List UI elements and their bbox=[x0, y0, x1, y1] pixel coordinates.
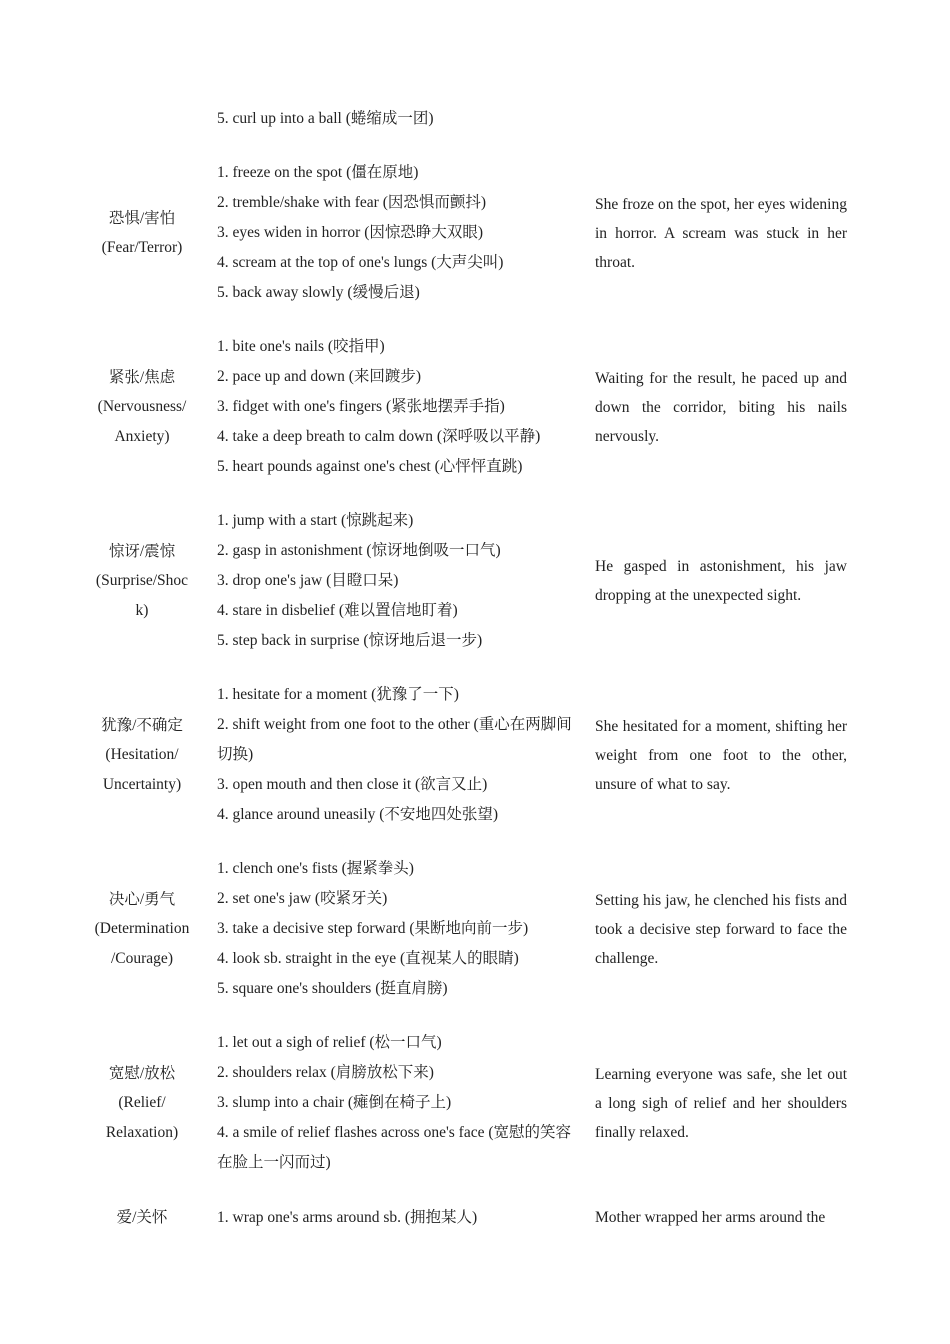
example-sentence: She froze on the spot, her eyes widening in horror. A scream was stuck in her throat. bbox=[595, 195, 847, 271]
phrase-item: 2. set one's jaw (咬紧牙关) bbox=[217, 890, 388, 907]
phrase-list bbox=[217, 104, 577, 134]
emotion-english: (Relief/ bbox=[118, 1094, 166, 1112]
phrase-item: 4. glance around uneasily (不安地四处张望) bbox=[217, 806, 499, 823]
example-sentence: Waiting for the result, he paced up and down the corridor, biting his nails nervously. bbox=[595, 369, 847, 445]
phrase-item: 5. curl up into a ball (蜷缩成一团) bbox=[217, 110, 434, 127]
emotion-cell bbox=[86, 506, 198, 656]
phrase-list bbox=[217, 158, 577, 308]
emotion-chinese: 犹豫/不确定 bbox=[101, 716, 183, 734]
emotion-chinese: 爱/关怀 bbox=[116, 1209, 168, 1227]
phrase-item: 2. shoulders relax (肩膀放松下来) bbox=[217, 1064, 434, 1081]
phrase-item: 1. bite one's nails (咬指甲) bbox=[217, 338, 385, 355]
emotion-english: (Hesitation/ bbox=[105, 746, 179, 764]
phrase-item: 4. scream at the top of one's lungs (大声尖叫) bbox=[217, 254, 504, 271]
phrase-item: 3. eyes widen in horror (因惊恐睁大双眼) bbox=[217, 224, 484, 241]
emotion-cell bbox=[86, 1203, 198, 1233]
phrase-item: 3. slump into a chair (瘫倒在椅子上) bbox=[217, 1094, 452, 1111]
emotion-cell bbox=[86, 158, 198, 308]
emotion-english: (Surprise/Shoc bbox=[95, 572, 189, 590]
phrase-item: 4. stare in disbelief (难以置信地盯着) bbox=[217, 602, 458, 619]
emotion-english: Uncertainty) bbox=[102, 775, 182, 793]
phrase-item: 4. look sb. straight in the eye (直视某人的眼睛) bbox=[217, 950, 519, 967]
phrase-item: 2. tremble/shake with fear (因恐惧而颤抖) bbox=[217, 194, 487, 211]
phrase-item: 1. let out a sigh of relief (松一口气) bbox=[217, 1034, 442, 1051]
phrase-item: 1. jump with a start (惊跳起来) bbox=[217, 512, 414, 529]
example-sentence: Learning everyone was safe, she let out a long sigh of relief and her shoulders finally relaxed. bbox=[595, 1065, 847, 1141]
phrase-item: 2. gasp in astonishment (惊讶地倒吸一口气) bbox=[217, 542, 501, 559]
phrase-item: 5. back away slowly (缓慢后退) bbox=[217, 284, 420, 301]
phrase-item: 3. drop one's jaw (目瞪口呆) bbox=[217, 572, 399, 589]
emotion-chinese: 恐惧/害怕 bbox=[108, 209, 176, 227]
emotion-english: Anxiety) bbox=[114, 427, 170, 445]
emotion-english: k) bbox=[135, 601, 149, 619]
emotion-chinese: 宽慰/放松 bbox=[108, 1064, 176, 1082]
example-sentence: Setting his jaw, he clenched his fists and took a decisive step forward to face the challenge. bbox=[595, 891, 847, 967]
emotion-english: /Courage) bbox=[111, 949, 173, 967]
emotion-cell bbox=[86, 1028, 198, 1178]
emotion-cell bbox=[86, 854, 198, 1004]
phrase-list bbox=[217, 680, 577, 830]
emotion-chinese: 紧张/焦虑 bbox=[108, 368, 176, 386]
phrase-list bbox=[217, 1203, 577, 1233]
emotion-cell bbox=[86, 680, 198, 830]
phrase-item: 5. square one's shoulders (挺直肩膀) bbox=[217, 980, 448, 997]
phrase-item: 3. take a decisive step forward (果断地向前一步) bbox=[217, 920, 529, 937]
phrase-list bbox=[217, 854, 577, 1004]
phrase-item: 1. clench one's fists (握紧拳头) bbox=[217, 860, 414, 877]
example-sentence: She hesitated for a moment, shifting her weight from one foot to the other, unsure of what to say. bbox=[595, 717, 847, 793]
phrase-item: 3. open mouth and then close it (欲言又止) bbox=[217, 776, 488, 793]
phrase-list bbox=[217, 1028, 577, 1178]
phrase-item: 4. a smile of relief flashes across one's face (宽慰的笑容在脸上一闪而过) bbox=[217, 1124, 572, 1171]
emotion-english: (Determination bbox=[94, 920, 190, 938]
emotion-english: Relaxation) bbox=[105, 1123, 179, 1141]
phrase-list bbox=[217, 506, 577, 656]
phrase-item: 1. wrap one's arms around sb. (拥抱某人) bbox=[217, 1209, 478, 1226]
example-sentence: He gasped in astonishment, his jaw dropping at the unexpected sight. bbox=[595, 558, 847, 604]
emotion-chinese: 惊讶/震惊 bbox=[108, 542, 176, 560]
example-sentence: Mother wrapped her arms around the bbox=[595, 1209, 826, 1226]
phrase-item: 2. shift weight from one foot to the other (重心在两脚间切换) bbox=[217, 716, 572, 763]
emotion-english: (Nervousness/ bbox=[97, 398, 187, 416]
emotion-cell bbox=[86, 332, 198, 482]
phrase-item: 3. fidget with one's fingers (紧张地摆弄手指) bbox=[217, 398, 505, 415]
emotion-english: (Fear/Terror) bbox=[101, 239, 183, 256]
phrase-item: 1. hesitate for a moment (犹豫了一下) bbox=[217, 686, 459, 703]
emotion-chinese: 决心/勇气 bbox=[108, 890, 176, 908]
phrase-list bbox=[217, 332, 577, 482]
phrase-item: 5. heart pounds against one's chest (心怦怦直跳) bbox=[217, 458, 523, 475]
phrase-item: 4. take a deep breath to calm down (深呼吸以平静) bbox=[217, 428, 541, 445]
phrase-item: 1. freeze on the spot (僵在原地) bbox=[217, 164, 419, 181]
phrase-item: 5. step back in surprise (惊讶地后退一步) bbox=[217, 632, 483, 649]
phrase-item: 2. pace up and down (来回踱步) bbox=[217, 368, 422, 385]
